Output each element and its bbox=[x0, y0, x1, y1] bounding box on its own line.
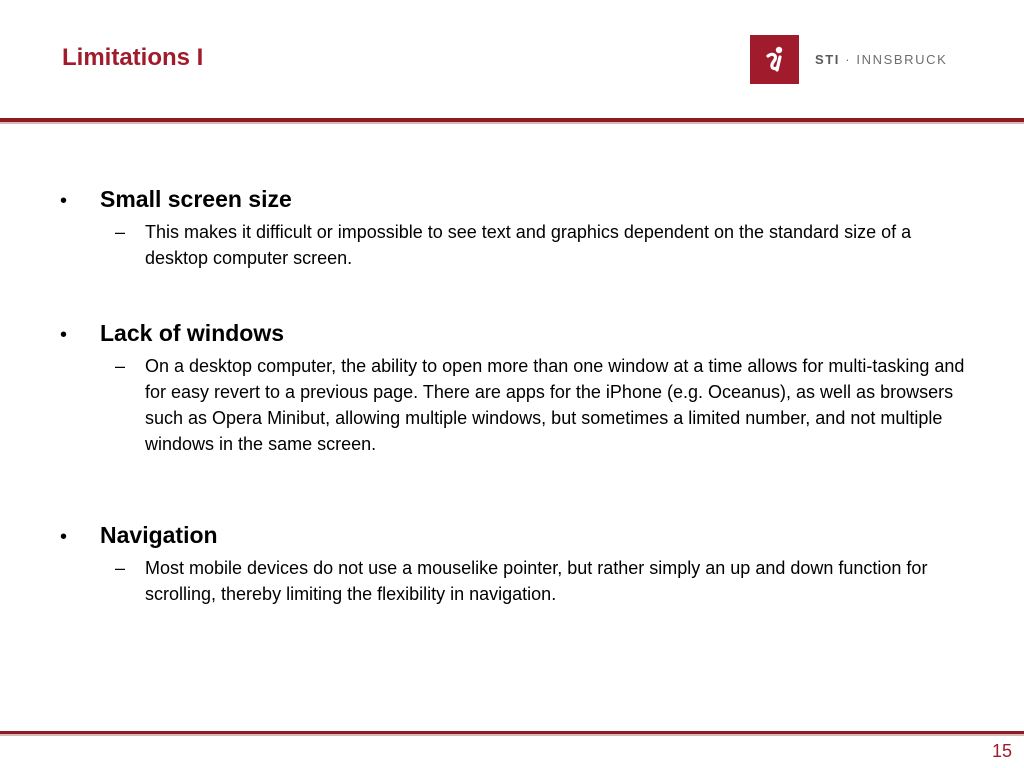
bullet-item bbox=[60, 186, 970, 271]
bullet-detail: This makes it difficult or impossible to see text and graphics dependent on the standard size of a desktop computer screen. bbox=[145, 222, 912, 268]
bullet-item bbox=[60, 320, 970, 457]
logo-brand: STI bbox=[815, 51, 841, 67]
page-number: 15 bbox=[991, 741, 1012, 761]
sti-logo-icon bbox=[750, 35, 799, 84]
slide-title: Limitations I bbox=[62, 44, 204, 71]
dash-marker: – bbox=[115, 222, 126, 242]
logo-wordmark bbox=[815, 52, 947, 67]
sti-innsbruck-logo bbox=[750, 34, 947, 84]
bullet-item bbox=[60, 522, 970, 607]
bullet-marker: • bbox=[60, 190, 68, 212]
dash-marker: – bbox=[115, 558, 126, 578]
dash-marker: – bbox=[115, 356, 126, 376]
header-rule-shadow bbox=[0, 122, 1024, 124]
bullet-detail: On a desktop computer, the ability to open more than one window at a time allows for multi-tasking and for easy revert to a previous page. There are apps for the iPhone (e.g. Oceanus), as well as browsers such as Opera Minibut, allowing multiple windows, but sometimes a limited number, and not multiple windows in the same screen. bbox=[145, 356, 965, 454]
logo-place: INNSBRUCK bbox=[856, 51, 948, 67]
bullet-detail: Most mobile devices do not use a mouselike pointer, but rather simply an up and down function for scrolling, thereby limiting the flexibility in navigation. bbox=[145, 558, 928, 604]
footer-rule-shadow bbox=[0, 734, 1024, 736]
bullet-heading: Lack of windows bbox=[100, 320, 285, 346]
bullet-marker: • bbox=[60, 324, 68, 346]
logo-separator: · bbox=[845, 51, 852, 67]
bullet-heading: Small screen size bbox=[100, 186, 292, 212]
bullet-heading: Navigation bbox=[100, 522, 218, 548]
bullet-marker: • bbox=[60, 526, 68, 548]
